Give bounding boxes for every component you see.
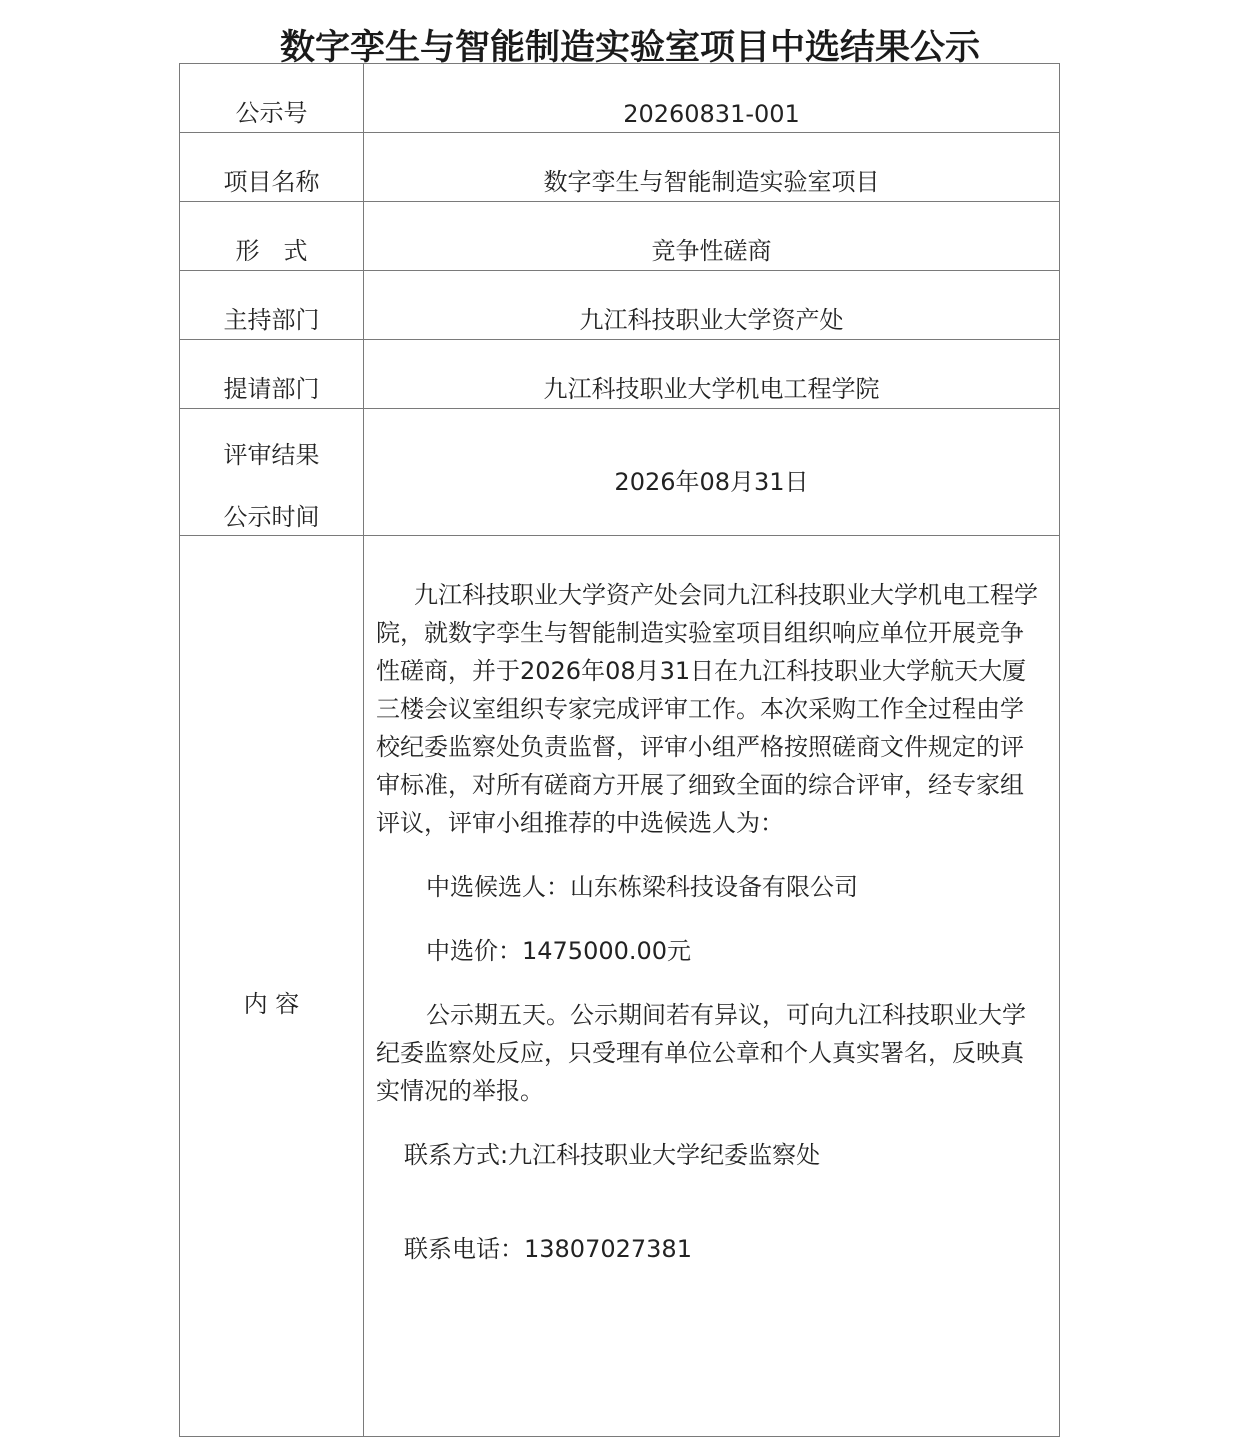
row-request-department <box>180 340 1060 409</box>
label-form: 形 式 <box>180 202 364 271</box>
value-notice-number: 20260831-001 <box>364 64 1060 133</box>
content-notice: 公示期五天。公示期间若有异议，可向九江科技职业大学纪委监察处反应，只受理有单位公章和个人真实署名，反映真实情况的举报。 <box>376 1001 1026 1105</box>
notice-table <box>179 63 1060 1437</box>
label-content: 内 容 <box>180 536 364 1437</box>
value-form: 竞争性磋商 <box>364 202 1060 271</box>
value-request-department: 九江科技职业大学机电工程学院 <box>364 340 1060 409</box>
label-review-time-line1: 评审结果 <box>223 441 320 469</box>
label-project-name: 项目名称 <box>180 133 364 202</box>
value-project-name: 数字孪生与智能制造实验室项目 <box>364 133 1060 202</box>
row-project-name <box>180 133 1060 202</box>
value-content <box>364 536 1060 1437</box>
content-price: 中选价：1475000.00元 <box>426 937 692 965</box>
row-review-time <box>180 409 1060 536</box>
content-paragraph-main: 九江科技职业大学资产处会同九江科技职业大学机电工程学院，就数字孪生与智能制造实验室项目组织响应单位开展竞争性磋商，并于2026年08月31日在九江科技职业大学航天大厦三楼会议室组织专家完成评审工作。本次采购工作全过程由学校纪委监察处负责监督，评审小组严格按照磋商文件规定的评审标准，对所有磋商方开展了细致全面的综合评审，经专家组评议，评审小组推荐的中选候选人为： <box>376 581 1038 837</box>
row-host-department <box>180 271 1060 340</box>
row-notice-number <box>180 64 1060 133</box>
label-review-time-line2: 公示时间 <box>223 503 320 531</box>
value-host-department: 九江科技职业大学资产处 <box>364 271 1060 340</box>
document-title: 数字孪生与智能制造实验室项目中选结果公示 <box>279 28 980 68</box>
value-review-time: 2026年08月31日 <box>364 409 1060 536</box>
content-phone: 联系电话：13807027381 <box>404 1235 692 1263</box>
label-notice-number: 公示号 <box>180 64 364 133</box>
row-form <box>180 202 1060 271</box>
label-request-department: 提请部门 <box>180 340 364 409</box>
label-host-department: 主持部门 <box>180 271 364 340</box>
content-candidate: 中选候选人：山东栋梁科技设备有限公司 <box>426 873 858 901</box>
row-content <box>180 536 1060 1437</box>
content-contact: 联系方式:九江科技职业大学纪委监察处 <box>404 1141 821 1169</box>
label-review-time <box>180 409 364 536</box>
